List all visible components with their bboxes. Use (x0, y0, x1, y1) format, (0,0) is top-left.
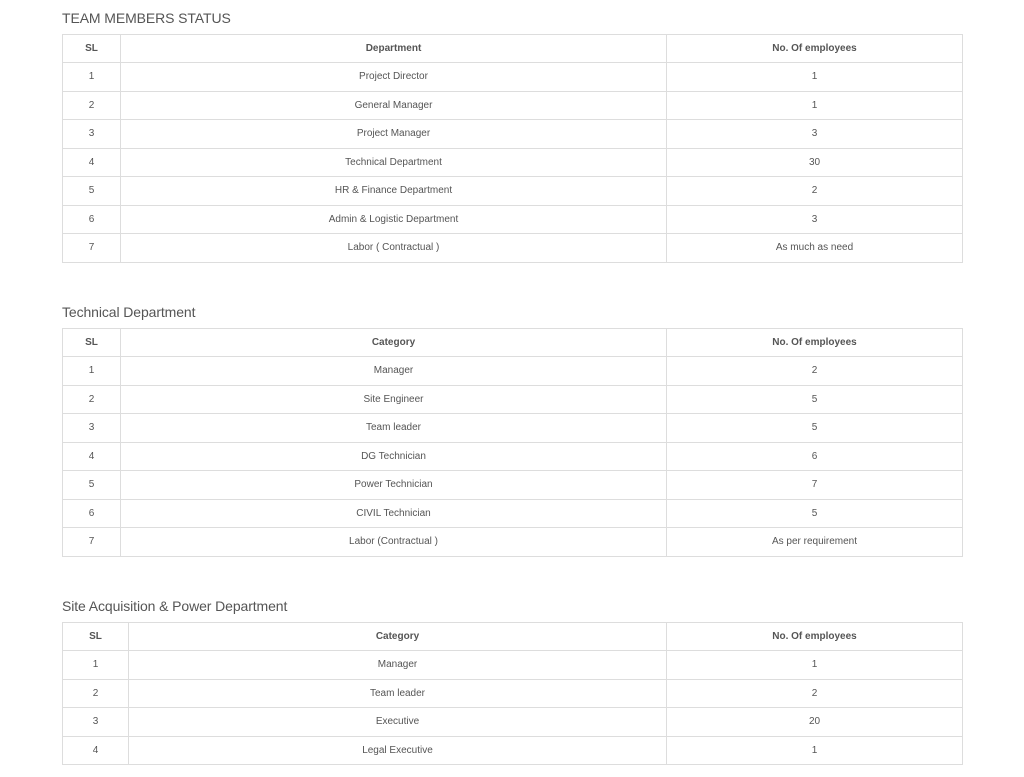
header-sl: SL (63, 623, 129, 651)
team-members-table (62, 34, 963, 263)
table-header-row (63, 329, 963, 357)
cell-employees: 1 (667, 91, 963, 120)
technical-department-section (62, 302, 962, 557)
cell-employees: 2 (667, 679, 963, 708)
table-row (63, 414, 963, 443)
table-row (63, 442, 963, 471)
cell-employees: 1 (667, 736, 963, 765)
cell-sl: 5 (63, 471, 121, 500)
site-acquisition-table (62, 622, 963, 765)
cell-sl: 4 (63, 148, 121, 177)
table-header-row (63, 35, 963, 63)
cell-category: Power Technician (121, 471, 667, 500)
cell-employees: As per requirement (667, 528, 963, 557)
cell-category: CIVIL Technician (121, 499, 667, 528)
cell-sl: 2 (63, 91, 121, 120)
table-row (63, 651, 963, 680)
site-acquisition-section (62, 596, 962, 765)
table-row (63, 528, 963, 557)
cell-employees: 1 (667, 63, 963, 92)
header-category: Category (121, 329, 667, 357)
section-title: Technical Department (62, 304, 196, 320)
table-header-row (63, 623, 963, 651)
cell-department: Technical Department (121, 148, 667, 177)
cell-department: Labor ( Contractual ) (121, 234, 667, 263)
cell-category: Site Engineer (121, 385, 667, 414)
cell-employees: As much as need (667, 234, 963, 263)
cell-department: HR & Finance Department (121, 177, 667, 206)
cell-department: Project Director (121, 63, 667, 92)
table-row (63, 120, 963, 149)
table-row (63, 63, 963, 92)
cell-sl: 1 (63, 63, 121, 92)
cell-employees: 1 (667, 651, 963, 680)
header-employees: No. Of employees (667, 329, 963, 357)
cell-category: Manager (129, 651, 667, 680)
cell-category: Executive (129, 708, 667, 737)
cell-sl: 2 (63, 679, 129, 708)
table-row (63, 385, 963, 414)
cell-sl: 4 (63, 442, 121, 471)
cell-employees: 2 (667, 177, 963, 206)
table-row (63, 148, 963, 177)
cell-employees: 6 (667, 442, 963, 471)
table-row (63, 471, 963, 500)
cell-employees: 3 (667, 120, 963, 149)
table-row (63, 234, 963, 263)
cell-category: Team leader (121, 414, 667, 443)
technical-department-table (62, 328, 963, 557)
table-row (63, 91, 963, 120)
table-row (63, 708, 963, 737)
cell-employees: 30 (667, 148, 963, 177)
cell-employees: 20 (667, 708, 963, 737)
cell-sl: 6 (63, 499, 121, 528)
cell-sl: 3 (63, 708, 129, 737)
table-row (63, 736, 963, 765)
cell-department: Admin & Logistic Department (121, 205, 667, 234)
cell-sl: 6 (63, 205, 121, 234)
header-department: Department (121, 35, 667, 63)
table-row (63, 499, 963, 528)
table-row (63, 357, 963, 386)
cell-employees: 2 (667, 357, 963, 386)
cell-category: DG Technician (121, 442, 667, 471)
cell-employees: 7 (667, 471, 963, 500)
cell-employees: 5 (667, 499, 963, 528)
header-sl: SL (63, 35, 121, 63)
cell-department: General Manager (121, 91, 667, 120)
cell-category: Labor (Contractual ) (121, 528, 667, 557)
cell-employees: 3 (667, 205, 963, 234)
header-sl: SL (63, 329, 121, 357)
cell-category: Manager (121, 357, 667, 386)
cell-sl: 7 (63, 528, 121, 557)
cell-sl: 3 (63, 120, 121, 149)
cell-department: Project Manager (121, 120, 667, 149)
cell-employees: 5 (667, 385, 963, 414)
cell-sl: 1 (63, 357, 121, 386)
cell-sl: 7 (63, 234, 121, 263)
team-members-status-section (62, 8, 962, 263)
table-row (63, 205, 963, 234)
header-employees: No. Of employees (667, 35, 963, 63)
cell-sl: 1 (63, 651, 129, 680)
table-row (63, 679, 963, 708)
cell-employees: 5 (667, 414, 963, 443)
cell-sl: 2 (63, 385, 121, 414)
cell-sl: 3 (63, 414, 121, 443)
section-title: Site Acquisition & Power Department (62, 598, 288, 614)
cell-category: Team leader (129, 679, 667, 708)
cell-sl: 5 (63, 177, 121, 206)
table-row (63, 177, 963, 206)
cell-category: Legal Executive (129, 736, 667, 765)
header-employees: No. Of employees (667, 623, 963, 651)
cell-sl: 4 (63, 736, 129, 765)
section-title: TEAM MEMBERS STATUS (62, 10, 231, 26)
header-category: Category (129, 623, 667, 651)
